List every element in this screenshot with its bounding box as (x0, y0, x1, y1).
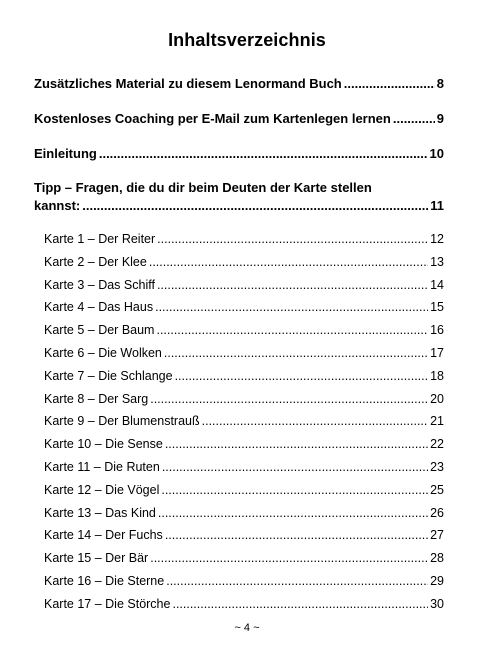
toc-sub-entry[interactable] (44, 392, 444, 406)
toc-entry-page: 18 (430, 368, 444, 383)
toc-entry-page: 9 (436, 111, 444, 126)
toc-entry-page: 23 (430, 460, 444, 474)
toc-sub-entry[interactable] (44, 346, 444, 360)
leader-dots (393, 111, 435, 126)
toc-sub-entry[interactable] (44, 437, 444, 451)
toc-entry-text: Karte 5 – Der Baum (44, 323, 155, 338)
toc-sub-entry[interactable] (44, 483, 444, 497)
leader-dots (99, 146, 428, 161)
leader-dots (202, 414, 428, 428)
leader-dots (164, 346, 428, 360)
toc-entry-page: 27 (430, 528, 444, 543)
toc-entry-text: Karte 1 – Der Reiter (44, 232, 156, 246)
toc-sub-entry[interactable] (44, 506, 444, 520)
toc-entry[interactable] (34, 76, 444, 91)
toc-entry-page: 8 (436, 76, 444, 91)
toc-entry-page: 21 (430, 414, 444, 429)
toc-entry-text: Karte 11 – Die Ruten (44, 460, 160, 474)
toc-sub-entry[interactable] (44, 323, 444, 337)
toc-entry-page: 30 (430, 596, 444, 611)
leader-dots (165, 528, 428, 542)
leader-dots (157, 278, 428, 292)
toc-sub-entry[interactable] (44, 574, 444, 588)
leader-dots (158, 506, 428, 520)
toc-entry-page: 25 (430, 482, 444, 497)
toc-entry-page: 11 (430, 198, 444, 213)
leader-dots (149, 255, 428, 269)
leader-dots (344, 76, 435, 91)
toc-title: Inhaltsverzeichnis (168, 30, 326, 50)
toc-entry-text: Karte 9 – Der Blumenstrauß (44, 414, 200, 429)
toc-sub-entry[interactable] (44, 414, 444, 428)
toc-entry-page: 28 (430, 551, 444, 566)
toc-sub-entry[interactable] (44, 278, 444, 292)
toc-entry-text: Karte 2 – Der Klee (44, 254, 147, 269)
leader-dots (155, 300, 428, 314)
leader-dots (162, 460, 428, 474)
toc-entry-text: Karte 15 – Der Bär (44, 551, 149, 566)
toc-entry-text: Karte 12 – Die Vögel (44, 482, 160, 497)
toc-entry-page: 12 (430, 232, 444, 246)
toc-entry-page: 29 (430, 574, 444, 588)
leader-dots (150, 392, 428, 406)
toc-entry-text: Karte 16 – Die Sterne (44, 574, 165, 588)
toc-entry[interactable] (34, 146, 444, 161)
leader-dots (150, 551, 428, 565)
toc-entry-page: 10 (429, 146, 444, 161)
toc-sub-entry[interactable] (44, 369, 444, 383)
toc-sub-entry[interactable] (44, 255, 444, 269)
toc-entry-text: Karte 3 – Das Schiff (44, 277, 155, 292)
toc-entry-text: Karte 7 – Die Schlange (44, 368, 173, 383)
page-number-footer: ~ 4 ~ (234, 622, 260, 634)
toc-entry-text: Einleitung (34, 146, 97, 161)
toc-entry-tipp[interactable] (34, 180, 444, 213)
toc-sub-entry[interactable] (44, 460, 444, 474)
toc-entry-page: 20 (430, 391, 444, 406)
toc-entry-text: Karte 8 – Der Sarg (44, 391, 149, 406)
toc-sub-entry[interactable] (44, 300, 444, 314)
leader-dots (172, 597, 428, 611)
toc-entry-text: Karte 6 – Die Wolken (44, 346, 162, 360)
toc-entry-page: 26 (430, 505, 444, 520)
toc-entry-page: 13 (430, 254, 444, 269)
toc-entry-page: 22 (430, 437, 444, 452)
leader-dots (165, 437, 428, 451)
toc-entry[interactable] (34, 111, 444, 126)
leader-dots (156, 323, 428, 337)
leader-dots (161, 483, 428, 497)
leader-dots (157, 232, 428, 246)
leader-dots (175, 369, 429, 383)
toc-sub-entry[interactable] (44, 528, 444, 542)
toc-entry-text: Zusätzliches Material zu diesem Lenormand Buch (34, 76, 342, 91)
toc-entry-text: Kostenloses Coaching per E-Mail zum Kartenlegen lernen (34, 111, 391, 126)
toc-entry-text: Karte 4 – Das Haus (44, 300, 154, 315)
toc-entry-text-line1: Tipp – Fragen, die du dir beim Deuten der Karte stellen (34, 180, 372, 195)
toc-entry-text: Karte 10 – Die Sense (44, 437, 163, 452)
toc-entry-page: 17 (430, 346, 444, 360)
toc-entry-text-line2: kannst: (34, 198, 81, 213)
toc-entry-text: Karte 14 – Der Fuchs (44, 528, 163, 543)
toc-entry-page: 16 (430, 323, 444, 338)
toc-entry-page: 14 (430, 277, 444, 292)
toc-sub-entry[interactable] (44, 551, 444, 565)
toc-entry-text: Karte 13 – Das Kind (44, 505, 156, 520)
leader-dots (82, 198, 428, 213)
toc-sub-entry[interactable] (44, 232, 444, 246)
leader-dots (166, 574, 428, 588)
toc-sub-entry[interactable] (44, 597, 444, 611)
toc-entry-page: 15 (430, 300, 444, 315)
toc-entry-text: Karte 17 – Die Störche (44, 596, 171, 611)
